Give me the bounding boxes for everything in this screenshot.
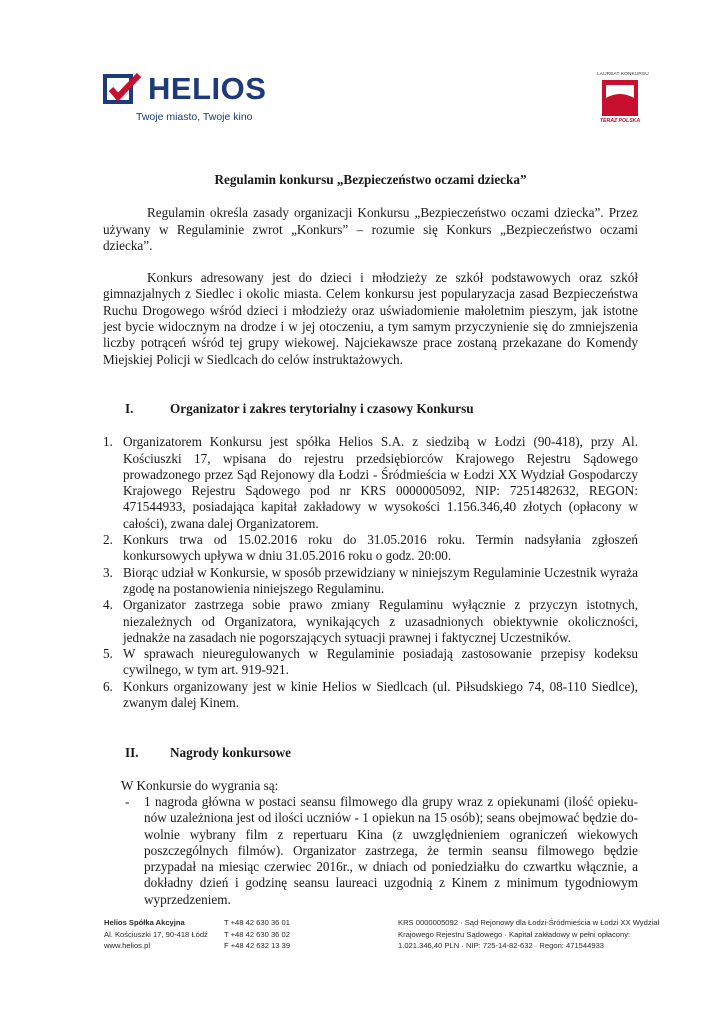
list-item: 6. Konkurs organizowany jest w kinie Helios w Siedlcach (ul. Piłsudskiego 74, 08-110 Siedlce), zwanym dalej Kinem. (103, 678, 638, 711)
footer-phone: T +48 42 630 36 02 (224, 929, 290, 939)
brand-tagline: Twoje miasto, Twoje kino (136, 111, 253, 123)
list-item: 4. Organizator zastrzega sobie prawo zmiany Regulaminu wyłącznie z przyczyn istotnych, niezależnych od Organizatora, wynikających z uzasadnionych obiektywnie okoliczności, jednakże na zasadach nie pogorszających sytuacji prawnej i faktycznej Uczestników. (103, 597, 638, 645)
section-title: Nagrody konkursowe (170, 745, 292, 761)
prize-description: 1 nagroda główna w postaci seansu filmowego dla grupy wraz z opiekunami (ilość opiekunów uzależniona jest od ilości uczniów - 1 opiekun na 15 osób); seans obejmować będzie dowolnie wybrany film z repertuaru Kina (z uwzględnieniem ograniczeń wiekowych poszczególnych filmów). Organizator zastrzega, że termin seansu filmowego będzie przypadał na miesiąc czerwiec 2016r., w dniach od poniedziałku do czwartku włącznie, a dokładny dzień i godzinę seansu laureaci uzgodnią z Kinem z minimum tygodniowym wyprzedzeniem. (144, 793, 638, 907)
prizes-intro: W Konkursie do wygrania są: (121, 777, 279, 793)
brand-name: HELIOS (148, 71, 267, 106)
footer-registry-line: 1.021.346,40 PLN · NIP: 725-14-82-632 · Regon: 471544933 (398, 941, 605, 951)
badge-top-text: LAUREAT KONKURSU (597, 72, 649, 77)
section-heading (103, 401, 638, 417)
organizer-list (103, 434, 638, 711)
document-title: Regulamin konkursu „Bezpieczeństwo oczami dziecka” (214, 172, 527, 187)
list-item: 5. W sprawach nieuregulowanych w Regulaminie posiadają zastosowanie przepisy kodeksu cywilnego, w tym art. 919-921. (103, 646, 638, 678)
helios-logo (103, 73, 273, 125)
footer-company (104, 917, 214, 952)
footer-phones (224, 917, 334, 952)
footer-address: Al. Kościuszki 17, 90-418 Łódź (104, 929, 208, 939)
teraz-polska-badge (597, 72, 649, 126)
section-number: I. (125, 400, 134, 416)
footer-phone: T +48 42 630 36 01 (224, 918, 290, 927)
intro-paragraph: Konkurs adresowany jest do dzieci i młodzieży ze szkół podstawowych oraz szkół gimnazjalnych z Siedlec i okolic miasta. Celem konkursu jest popularyzacja zasad Bezpieczeństwa Ruchu Drogowego wśród dzieci i młodzieży oraz uświadomienie małoletnim pieszym, jak istotne jest bycie widocznym na drodze i w jej otoczeniu, a tym samym przyczynienie się do zmniejszenia liczby potrąceń wśród tej grupy wiekowej. Najciekawsze prace zostaną przekazane do Komendy Miejskiej Policji w Siedlcach do celów instruktażowych. (103, 270, 638, 367)
footer-registry (398, 917, 660, 952)
footer-fax: F +48 42 632 13 39 (224, 941, 291, 951)
footer-website-link[interactable]: www.helios.pl (104, 941, 151, 951)
footer-registry-line: KRS 0000005092 · Sąd Rejonowy dla Łodzi-Śródmieścia w Łodzi XX Wydział (398, 918, 660, 927)
footer-registry-line: Krajowego Rejestru Sądowego · Kapitał zakładowy w pełni opłacony: (398, 929, 631, 939)
teraz-polska-emblem-icon (602, 80, 638, 116)
prize-item (125, 794, 638, 908)
list-item: 3. Biorąc udział w Konkursie, w sposób przewidziany w niniejszym Regulaminie Uczestnik wyraża zgodę na postanowienia niniejszego Regulaminu. (103, 564, 638, 596)
bullet-dash: - (125, 793, 130, 809)
list-item: 1. Organizatorem Konkursu jest spółka Helios S.A. z siedzibą w Łodzi (90-418), przy Al. Kościuszki 17, wpisana do rejestru przedsiębiorców Krajowego Rejestru Sądowego prowadzonego przez Sąd Rejonowy dla Łodzi - Śródmieścia w Łodzi XX Wydział Gospodarczy Krajowego Rejestru Sądowego pod nr KRS 0000005092, NIP: 7251482632, REGON: 471544933, posiadająca kapitał zakładowy w wysokości 1.156.346,40 złotych (opłacony w całości), zwana dalej Organizatorem. (103, 434, 638, 531)
section-title: Organizator i zakres terytorialny i czasowy Konkursu (170, 400, 474, 416)
helios-checkmark-icon (103, 73, 143, 105)
section-heading (103, 745, 638, 761)
section-number: II. (125, 745, 139, 761)
badge-bottom-text: TERAZ POLSKA (599, 118, 641, 124)
document-body (103, 172, 638, 908)
list-item: 2. Konkurs trwa od 15.02.2016 roku do 31.05.2016 roku. Termin nadsyłania zgłoszeń konkursowych upływa w dniu 31.05.2016 roku o godz. 20:00. (103, 532, 638, 564)
footer-company-name: Helios Spółka Akcyjna (104, 918, 185, 927)
intro-paragraph: Regulamin określa zasady organizacji Konkursu „Bezpieczeństwo oczami dziecka”. Przez używany w Regulaminie zwrot „Konkurs” – rozumie się Konkurs „Bezpieczeństwo oczami dziecka”. (103, 205, 638, 253)
